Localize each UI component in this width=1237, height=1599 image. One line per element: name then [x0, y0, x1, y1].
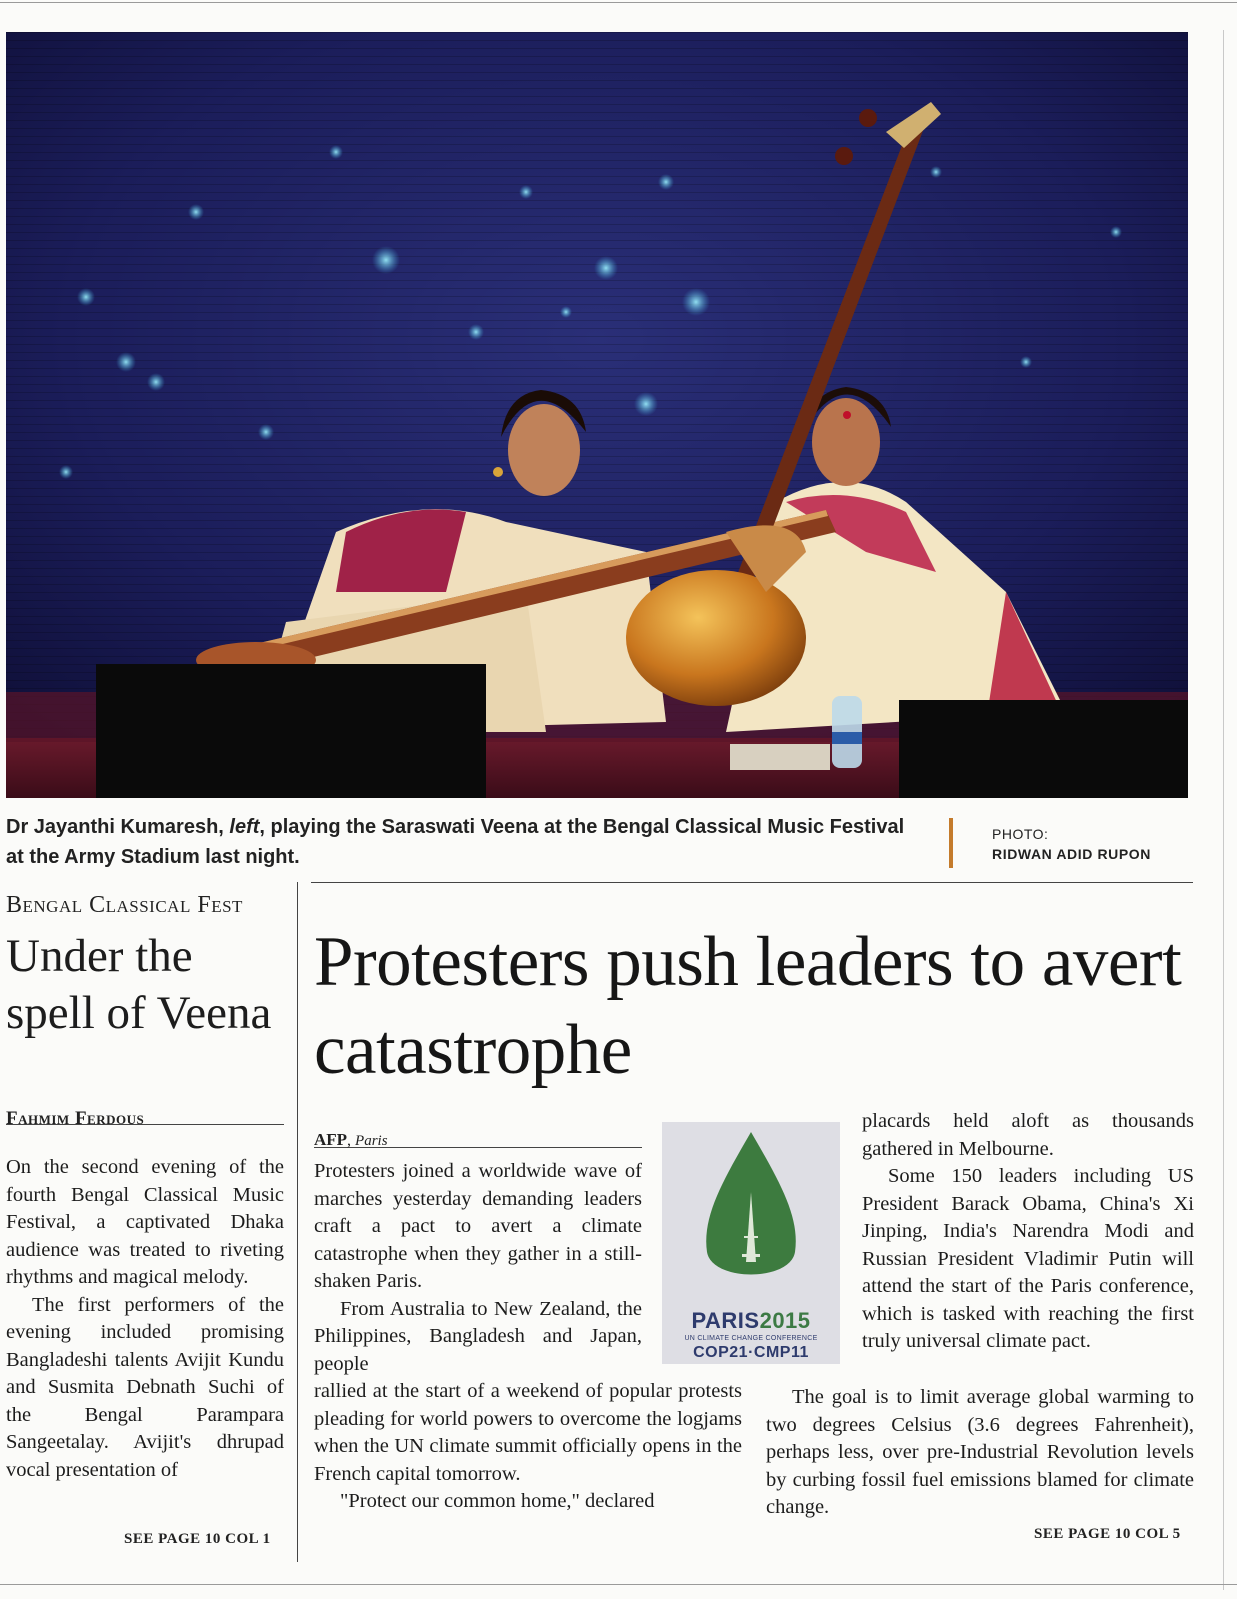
- veena-performance-illustration: [6, 32, 1188, 798]
- main-story-col3: [862, 1108, 1194, 1356]
- logo-subtitle: UN CLIMATE CHANGE CONFERENCE: [684, 1335, 818, 1342]
- paragraph: rallied at the start of a weekend of popular protests pleading for world powers to overcome the logjams when the UN climate summit officially opens in the French capital tomorrow.: [314, 1380, 742, 1485]
- leaf-eiffel-icon: [662, 1122, 840, 1302]
- paragraph: The first performers of the evening included promising Bangladeshi talents Avijit Kundu and Susmita Debnath Suchi of the Bengal Parampara Sangeetalay. Avijit's dhrupad vocal presentation of: [6, 1293, 284, 1481]
- credit-accent-bar: [949, 818, 953, 868]
- paragraph: On the second evening of the fourth Bengal Classical Music Festival, a captivated Dhaka audience was treated to riveting rhythms and magical melody.: [6, 1156, 284, 1288]
- main-headline: Protesters push leaders to avert catastrophe: [314, 923, 1182, 1089]
- paragraph: placards held aloft as thousands gathered in Melbourne.: [862, 1110, 1194, 1160]
- photo-caption: Dr Jayanthi Kumaresh, left, playing the Saraswati Veena at the Bengal Classical Music Festival at the Army Stadium last night.: [6, 816, 905, 868]
- byline: Fahmim Ferdous: [6, 1108, 145, 1129]
- photo-credit: [992, 824, 1212, 864]
- main-story-col1: [314, 1158, 642, 1378]
- left-story-body: [6, 1154, 284, 1484]
- logo-title: PARIS2015: [691, 1308, 811, 1333]
- credit-name: RIDWAN ADID RUPON: [992, 846, 1152, 862]
- credit-label: PHOTO:: [992, 826, 1049, 842]
- left-headline: Under the spell of Veena: [6, 930, 272, 1039]
- concert-photo: [6, 32, 1188, 798]
- dateline: AFP, Paris: [314, 1130, 388, 1149]
- paragraph: Some 150 leaders including US President Barack Obama, China's Xi Jinping, India's Narendra Modi and Russian President Vladimir Putin will attend the start of the Paris conference, which is tasked with reaching the first truly universal climate pact.: [862, 1165, 1194, 1352]
- paragraph: "Protect our common home," declared: [340, 1490, 655, 1512]
- logo-cop: COP21·CMP11: [693, 1344, 809, 1361]
- main-story-col1-wide: [314, 1378, 742, 1516]
- top-rule: [0, 2, 1237, 3]
- section-kicker: Bengal Classical Fest: [6, 892, 243, 918]
- column-divider: [297, 882, 298, 1562]
- left-jump-line[interactable]: SEE PAGE 10 COL 1: [124, 1531, 271, 1547]
- stage-monitor-right: [899, 700, 1188, 798]
- tuner-device: [730, 744, 830, 770]
- paragraph: The goal is to limit average global warming to two degrees Celsius (3.6 degrees Fahrenheit), perhaps less, over pre-Industrial Revolution levels by curbing fossil fuel emissions blamed for climate change.: [766, 1386, 1194, 1518]
- main-story-col3-wide: [766, 1384, 1194, 1522]
- main-story-top-rule: [311, 882, 1193, 883]
- bottom-rule: [0, 1584, 1237, 1585]
- main-jump-line[interactable]: SEE PAGE 10 COL 5: [1034, 1526, 1181, 1542]
- paris-2015-logo: [662, 1122, 840, 1364]
- paragraph: From Australia to New Zealand, the Philippines, Bangladesh and Japan, people: [314, 1297, 642, 1375]
- stage-monitor-left: [96, 664, 486, 798]
- paragraph: Protesters joined a worldwide wave of marches yesterday demanding leaders craft a pact to avert a climate catastrophe when they gather in a still-shaken Paris.: [314, 1160, 642, 1292]
- right-column-rule: [1223, 30, 1224, 1590]
